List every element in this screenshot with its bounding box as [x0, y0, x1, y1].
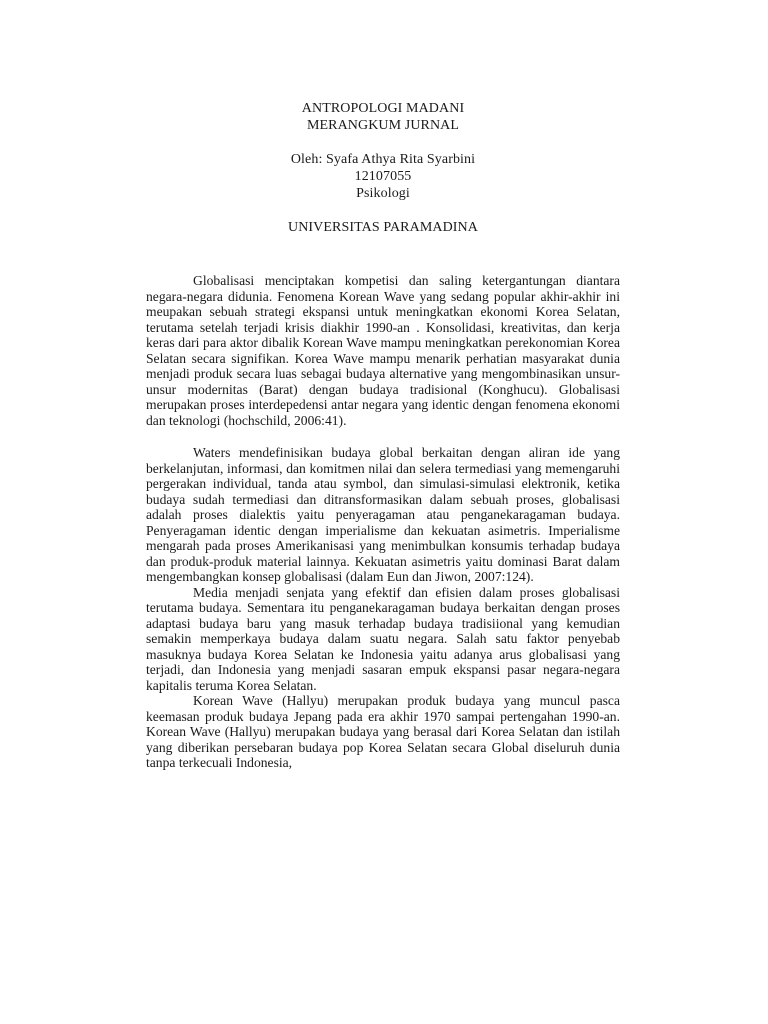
university-name: UNIVERSITAS PARAMADINA: [288, 220, 478, 235]
document-page: [146, 100, 620, 771]
assignment-title: MERANGKUM JURNAL: [306, 118, 460, 133]
document-header: [146, 100, 620, 236]
body-paragraph: Waters mendefinisikan budaya global berkaitan dengan aliran ide yang berkelanjutan, informasi, dan komitmen nilai dan selera termediasi yang memengaruhi pergerakan individual, tanda atau symbol, dan simulasi-simulasi elektronik, ketika budaya sudah termediasi dan ditransformasikan dalam sebuah proses, globalisasi adalah proses dialektis yaitu penyeragaman atau penganekaragaman budaya. Penyeragaman identic dengan imperialisme dan kekuatan asimetris. Imperialisme mengarah pada proses Amerikanisasi yang menimbulkan konsumis terhadap budaya dan produk-produk material lainnya. Kekuatan asimetris yaitu dominasi Barat dalam mengembangkan konsep globalisasi (dalam Eun dan Jiwon, 2007:124).: [146, 445, 620, 584]
course-title: ANTROPOLOGI MADANI: [301, 101, 465, 116]
major: Psikologi: [356, 186, 410, 201]
author-name: Oleh: Syafa Athya Rita Syarbini: [290, 152, 476, 167]
body-paragraph: Korean Wave (Hallyu) merupakan produk budaya yang muncul pasca keemasan produk budaya Jepang pada era akhir 1970 sampai pertengahan 1990-an. Korean Wave (Hallyu) merupakan budaya yang berasal dari Korea Selatan dan istilah yang diberikan persebaran budaya pop Korea Selatan secara Global diseluruh dunia tanpa terkecuali Indonesia,: [146, 693, 620, 770]
body-paragraph: Globalisasi menciptakan kompetisi dan saling ketergantungan diantara negara-negara didunia. Fenomena Korean Wave yang sedang popular akhir-akhir ini meupakan sebuah strategi ekspansi untuk meningkatkan ekonomi Korea Selatan, terutama setelah terjadi krisis diakhir 1990-an . Konsolidasi, kreativitas, dan kerja keras dari para aktor dibalik Korean Wave mampu meningkatkan perekonomian Korea Selatan secara signifikan. Korea Wave mampu menarik perhatian masyarakat dunia menjadi produk secara luas sebagai budaya alternative yang mengombinasikan unsur-unsur modernitas (Barat) dengan budaya tradisional (Konghucu). Globalisasi merupakan proses interdepedensi antar negara yang identic dengan fenomena ekonomi dan teknologi (hochschild, 2006:41).: [146, 273, 620, 428]
body-paragraph: Media menjadi senjata yang efektif dan efisien dalam proses globalisasi terutama budaya. Sementara itu penganekaragaman budaya berkaitan dengan proses adaptasi budaya baru yang masuk terhadap budaya tradisiional yang kemudian semakin memperkaya budaya dalam suatu negara. Salah satu faktor penyebab masuknya budaya Korea Selatan ke Indonesia yaitu adanya arus globalisasi yang terjadi, dan Indonesia yang menjadi sasaran empuk ekspansi pasar negara-negara kapitalis teruma Korea Selatan.: [146, 584, 620, 693]
student-id: 12107055: [354, 169, 412, 184]
